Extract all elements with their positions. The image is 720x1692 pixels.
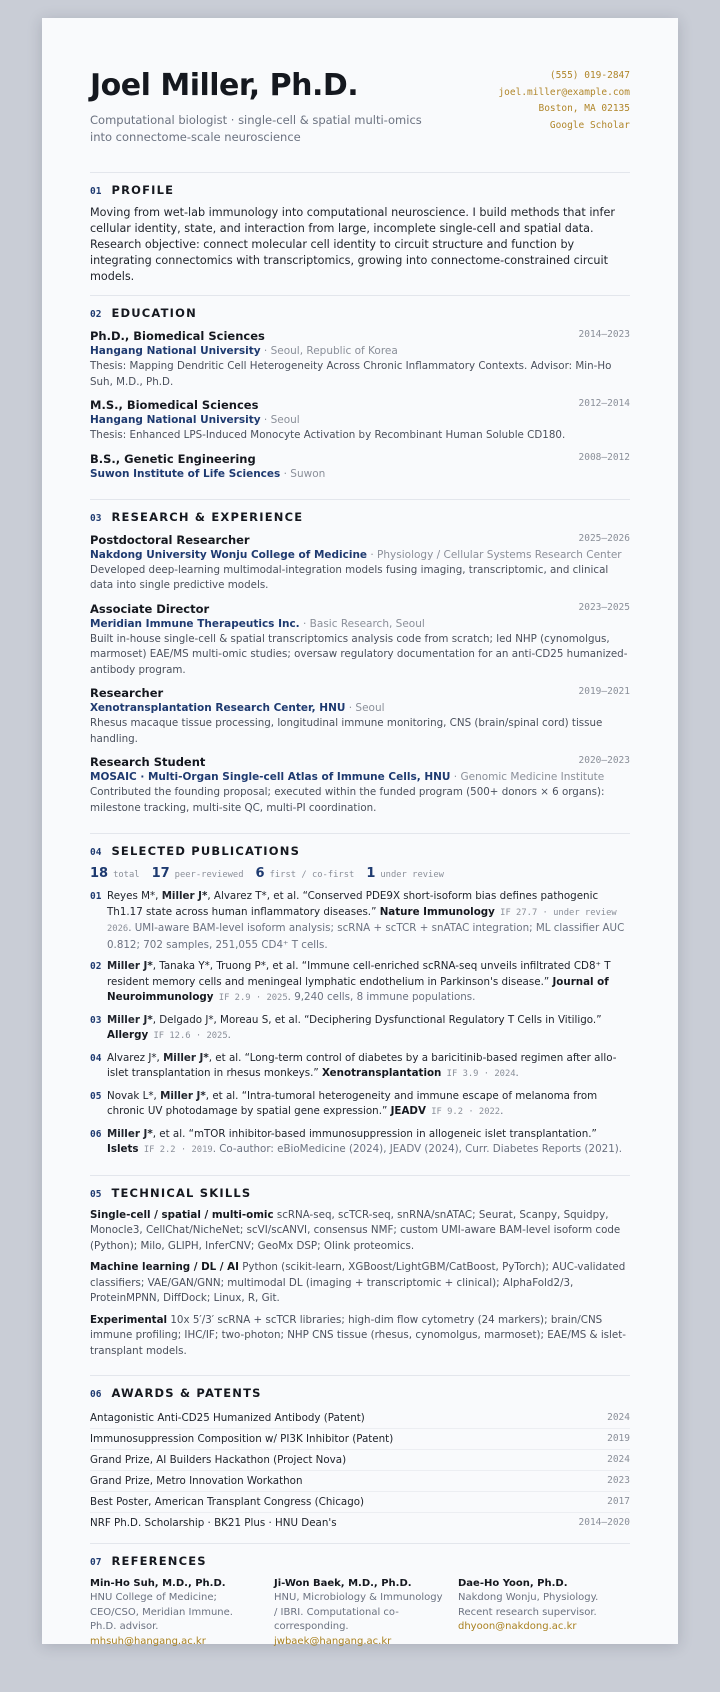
- entry-years: 2014–2023: [578, 329, 630, 340]
- tagline: Computational biologist · single-cell & spatial multi-omics into connectome-scale neuroscience: [90, 113, 422, 144]
- candidate-author: Miller J*: [107, 1013, 153, 1026]
- reference-email[interactable]: mhsuh@hangang.ac.kr: [90, 1635, 206, 1647]
- skill-label: Machine learning / DL / AI: [90, 1261, 239, 1273]
- education-entry: [90, 397, 630, 444]
- awards-list: [90, 1408, 630, 1533]
- entry-org: [90, 617, 630, 632]
- stat-number: 6: [255, 866, 265, 881]
- stat-first-author: [256, 866, 355, 881]
- journal-name: Xenotransplantation: [322, 1067, 442, 1079]
- organization: Xenotransplantation Research Center, HNU: [90, 702, 346, 714]
- impact-factor: IF 27.7 · under review 2026: [107, 907, 617, 934]
- contact-address: Boston, MA 02135: [538, 103, 630, 114]
- stat-total: [90, 866, 140, 881]
- award-name: Antagonistic Anti-CD25 Humanized Antibody (Patent): [90, 1412, 365, 1424]
- co-authors: Reyes M*,: [107, 890, 162, 902]
- references-section: [90, 1554, 630, 1649]
- section-title: TECHNICAL SKILLS: [111, 1185, 252, 1200]
- stat-label: under review: [380, 870, 444, 880]
- section-title: SELECTED PUBLICATIONS: [111, 844, 301, 858]
- stat-number: 18: [90, 866, 109, 881]
- stat-number: 17: [151, 866, 170, 881]
- reference-affiliation: HNU, Microbiology & Immunology / IBRI. Computational co-corresponding.: [274, 1592, 443, 1632]
- publication-number: 05: [90, 1090, 102, 1102]
- award-name: Grand Prize, Metro Innovation Workathon: [90, 1475, 303, 1487]
- publication-item: [90, 1051, 630, 1083]
- skill-text: Python (scikit-learn, XGBoost/LightGBM/CatBoost, PyTorch); AUC-validated classifiers; VAE/GAN/GNN; multimodal DL (imaging + transcriptomic + clinical); AlphaFold2/3, ProteinMPNN, DiffDock; Linux, R, Git.: [90, 1261, 626, 1304]
- reference-email[interactable]: dhyoon@nakdong.ac.kr: [458, 1621, 577, 1632]
- section-number: 01: [90, 186, 102, 197]
- role: Postdoctoral Researcher: [90, 532, 250, 547]
- award-row: [90, 1513, 630, 1533]
- reference-card: [90, 1576, 262, 1649]
- publication-note: .: [500, 1105, 504, 1117]
- publication-number: 06: [90, 1128, 102, 1140]
- publication-note: . UMI-aware BAM-level isoform analysis; scRNA + scTCR + snATAC integration; ML classifier AUC 0.812; 702 samples, 251,055 CD4⁺ T cells.: [107, 922, 625, 951]
- section-title: RESEARCH & EXPERIENCE: [111, 509, 304, 524]
- reference-name: Ji-Won Baek, M.D., Ph.D.: [274, 1578, 412, 1589]
- institution: Hangang National University: [90, 414, 261, 426]
- impact-factor: IF 2.2 · 2019: [138, 1145, 213, 1155]
- skill-text: 10x 5′/3′ scRNA + scTCR libraries; high-dim flow cytometry (24 markers); brain/CNS immune profiling; IHC/IF; two-photon; NHP CNS tissue (rhesus, cynomolgus, marmoset); EAE/MS & islet-transplant models.: [90, 1313, 626, 1357]
- reference-card: [274, 1576, 446, 1649]
- journal-name: Islets: [107, 1143, 139, 1155]
- section-header: [90, 1186, 630, 1200]
- entry-org: [90, 701, 630, 716]
- entry-years: 2020–2023: [578, 755, 630, 766]
- award-name: NRF Ph.D. Scholarship · BK21 Plus · HNU Dean's: [90, 1517, 337, 1529]
- stat-number: 1: [366, 866, 376, 881]
- publication-item: [90, 1013, 630, 1045]
- award-year: 2014–2020: [578, 1517, 630, 1528]
- section-header: [90, 844, 630, 858]
- contact-email[interactable]: joel.miller@example.com: [498, 86, 630, 98]
- entry-org: [90, 344, 630, 359]
- section-header: [90, 183, 630, 197]
- publication-item: [90, 889, 630, 953]
- contact-info: [498, 68, 630, 134]
- education-entry: [90, 451, 630, 482]
- references-list: [90, 1576, 630, 1649]
- skill-text: scRNA-seq, scTCR-seq, snRNA/snATAC; Seurat, Scanpy, Squidpy, Monocle3, CellChat/NicheNet; scVI/scANVI, consensus NMF; custom UMI-aware BAM-level isoform code (Python); Milo, GLIPH, InferCNV; GeoMx DSP; Olink proteomics.: [90, 1208, 621, 1252]
- award-name: Best Poster, American Transplant Congress (Chicago): [90, 1496, 365, 1508]
- section-number: 03: [90, 512, 102, 524]
- section-title: REFERENCES: [111, 1554, 207, 1568]
- section-header: [90, 1554, 630, 1568]
- stat-label: total: [113, 870, 140, 880]
- section-header: [90, 306, 630, 320]
- organization: Meridian Immune Therapeutics Inc.: [90, 617, 300, 630]
- publication-item: [90, 1127, 630, 1159]
- role: Associate Director: [90, 601, 210, 616]
- section-title: AWARDS & PATENTS: [111, 1386, 262, 1400]
- publication-title: , Tanaka Y*, Truong P*, et al. “Immune cell-enriched scRNA-seq unveils infiltrated CD8⁺ T resident memory cells and meningeal lymphatic endothelium in Parkinson's disease.”: [107, 960, 611, 988]
- award-year: 2023: [607, 1475, 630, 1486]
- skill-label: Single-cell / spatial / multi-omic: [90, 1208, 274, 1221]
- entry-org: [90, 413, 630, 428]
- entry-org: [90, 467, 630, 482]
- role: Researcher: [90, 686, 164, 700]
- skill-group: [90, 1313, 630, 1360]
- location: · Suwon: [280, 467, 326, 480]
- award-year: 2019: [607, 1433, 630, 1444]
- impact-factor: IF 3.9 · 2024: [441, 1069, 516, 1079]
- reference-card: [458, 1576, 630, 1649]
- awards-section: [90, 1386, 630, 1544]
- award-year: 2017: [607, 1496, 630, 1507]
- reference-name: Dae-Ho Yoon, Ph.D.: [458, 1578, 568, 1589]
- publication-title: , Delgado J*, Moreau S, et al. “Deciphering Dysfunctional Regulatory T Cells in Vitiligo.”: [152, 1013, 602, 1026]
- organization: MOSAIC · Multi-Organ Single-cell Atlas of Immune Cells, HNU: [90, 771, 451, 783]
- reference-email[interactable]: jwbaek@hangang.ac.kr: [274, 1635, 392, 1647]
- journal-name: Allergy: [107, 1029, 149, 1041]
- contact-scholar-link[interactable]: Google Scholar: [549, 119, 630, 131]
- candidate-author: Miller J*: [160, 1089, 206, 1102]
- candidate-author: Miller J*: [107, 1127, 153, 1140]
- publications-section: [90, 844, 630, 1176]
- resume-page: [42, 18, 678, 1647]
- experience-entry: [90, 754, 630, 816]
- publication-number: 02: [90, 961, 102, 972]
- entry-description: Built in-house single-cell & spatial transcriptomics analysis code from scratch; led NHP (cynomolgus, marmoset) EAE/MS multi-omic studies; oversaw regulatory documentation for an anti-CD25 humanized-antibody program.: [90, 632, 628, 676]
- skill-label: Experimental: [90, 1313, 168, 1326]
- department: · Basic Research, Seoul: [299, 617, 425, 630]
- journal-name: Journal of Neuroimmunology: [107, 975, 609, 1003]
- publication-citation: [107, 1127, 630, 1159]
- award-row: [90, 1429, 630, 1450]
- education-section: [90, 306, 630, 500]
- publication-item: [90, 1089, 630, 1121]
- award-name: Immunosuppression Composition w/ PI3K Inhibitor (Patent): [90, 1433, 394, 1445]
- department: · Genomic Medicine Institute: [450, 771, 605, 783]
- degree: M.S., Biomedical Sciences: [90, 398, 259, 412]
- education-entry: [90, 328, 630, 390]
- publication-note: .: [227, 1029, 231, 1041]
- degree: Ph.D., Biomedical Sciences: [90, 329, 265, 343]
- role: Research Student: [90, 755, 206, 769]
- department: · Seoul: [345, 702, 385, 714]
- impact-factor: IF 9.2 · 2022: [425, 1107, 501, 1117]
- publication-citation: [107, 1051, 630, 1083]
- entry-years: 2012–2014: [578, 398, 630, 409]
- section-header: [90, 510, 630, 524]
- publication-citation: [107, 1013, 630, 1045]
- organization: Nakdong University Wonju College of Medicine: [90, 548, 368, 561]
- entry-description: Thesis: Mapping Dendritic Cell Heterogeneity Across Chronic Inflammatory Contexts. Advisor: Min-Ho Suh, M.D., Ph.D.: [90, 360, 612, 388]
- section-number: 02: [90, 309, 102, 320]
- section-number: 04: [90, 847, 102, 858]
- experience-section: [90, 510, 630, 835]
- impact-factor: IF 12.6 · 2025: [148, 1031, 228, 1041]
- publication-note: . Co-author: eBioMedicine (2024), JEADV (2024), Curr. Diabetes Reports (2021).: [212, 1143, 623, 1155]
- entry-years: 2025–2026: [578, 532, 630, 544]
- journal-name: Nature Immunology: [379, 905, 495, 918]
- resume-header: [90, 68, 630, 173]
- entry-description: Developed deep-learning multimodal-integration models fusing imaging, transcriptomic, and clinical data into single predictive models.: [90, 563, 609, 591]
- reference-affiliation: HNU College of Medicine; CEO/CSO, Meridian Immune. Ph.D. advisor.: [90, 1592, 233, 1632]
- section-title: PROFILE: [111, 183, 175, 197]
- entry-org: [90, 548, 630, 563]
- publication-citation: [107, 959, 630, 1007]
- co-authors: Novak L*,: [107, 1089, 161, 1102]
- experience-entry: [90, 685, 630, 747]
- co-authors: Alvarez J*,: [107, 1051, 164, 1064]
- entry-description: Rhesus macaque tissue processing, longitudinal immune monitoring, CNS (brain/spinal cord) tissue handling.: [90, 717, 603, 745]
- publication-stats: [90, 866, 630, 881]
- reference-name: Min-Ho Suh, M.D., Ph.D.: [90, 1578, 226, 1589]
- award-row: [90, 1492, 630, 1513]
- skill-group: [90, 1208, 630, 1255]
- skills-section: [90, 1186, 630, 1377]
- candidate-name: Joel Miller, Ph.D.: [90, 68, 359, 103]
- entry-org: [90, 770, 630, 785]
- entry-years: 2008–2012: [578, 451, 630, 463]
- entry-description: Contributed the founding proposal; executed within the funded program (500+ donors × 6 organs): milestone tracking, multi-site QC, multi-PI coordination.: [90, 786, 605, 814]
- location: · Seoul, Republic of Korea: [260, 345, 398, 357]
- award-name: Grand Prize, AI Builders Hackathon (Project Nova): [90, 1454, 347, 1466]
- experience-entry: [90, 601, 630, 679]
- publication-number: 04: [90, 1052, 102, 1064]
- skill-group: [90, 1260, 630, 1307]
- publication-note: .: [515, 1067, 519, 1079]
- candidate-author: Miller J*: [163, 1051, 209, 1064]
- contact-phone: (555) 019-2847: [549, 70, 630, 81]
- section-title: EDUCATION: [111, 306, 197, 320]
- department: · Physiology / Cellular Systems Research Center: [367, 548, 622, 561]
- stat-peer-reviewed: [152, 866, 244, 881]
- candidate-author: Miller J*: [107, 960, 153, 972]
- award-year: 2024: [607, 1454, 630, 1465]
- resume-content: [90, 68, 630, 1649]
- profile-text: Moving from wet-lab immunology into computational neuroscience. I build methods that infer cellular identity, state, and interaction from large, incomplete single-cell and spatial data. Research objective: connect molecular cell identity to circuit structure and function by integrating connectomics with transcriptomics, growing into connectome-constrained circuit models.: [90, 206, 615, 283]
- degree: B.S., Genetic Engineering: [90, 451, 256, 466]
- award-year: 2024: [607, 1412, 630, 1423]
- publication-title: , et al. “Intra-tumoral heterogeneity and immune escape of melanoma from chronic UV photodamage by spatial gene expression.”: [107, 1089, 598, 1117]
- publication-citation: [107, 1089, 630, 1121]
- section-number: 06: [90, 1389, 102, 1400]
- journal-name: JEADV: [390, 1105, 426, 1117]
- institution: Suwon Institute of Life Sciences: [90, 467, 281, 480]
- institution: Hangang National University: [90, 345, 261, 357]
- entry-years: 2019–2021: [578, 686, 630, 697]
- impact-factor: IF 2.9 · 2025: [213, 993, 288, 1003]
- section-number: 05: [90, 1188, 102, 1200]
- section-number: 07: [90, 1557, 102, 1568]
- stat-label: peer-reviewed: [174, 870, 244, 880]
- profile-section: [90, 183, 630, 296]
- stat-under-review: [366, 866, 444, 881]
- publication-item: [90, 959, 630, 1007]
- candidate-author: Miller J*: [161, 890, 208, 902]
- award-row: [90, 1408, 630, 1429]
- award-row: [90, 1450, 630, 1471]
- stat-label: first / co-first: [269, 870, 355, 880]
- entry-years: 2023–2025: [578, 601, 630, 613]
- entry-description: Thesis: Enhanced LPS-Induced Monocyte Activation by Recombinant Human Soluble CD180.: [90, 429, 566, 441]
- publication-title: , Alvarez T*, et al. “Conserved PDE9X short-isoform bias defines pathogenic Th1.17 state across human inflammatory diseases.”: [107, 890, 599, 918]
- award-row: [90, 1471, 630, 1492]
- publication-note: . 9,240 cells, 8 immune populations.: [287, 991, 476, 1003]
- publication-number: 03: [90, 1014, 102, 1026]
- publication-number: 01: [90, 891, 102, 902]
- reference-affiliation: Nakdong Wonju, Physiology. Recent research supervisor.: [458, 1592, 599, 1618]
- section-header: [90, 1386, 630, 1400]
- location: · Seoul: [260, 414, 300, 426]
- publication-title: , et al. “Long-term control of diabetes by a baricitinib-based regimen after allo-islet transplantation in rhesus monkeys.”: [107, 1051, 617, 1079]
- experience-entry: [90, 532, 630, 594]
- publication-title: , et al. “mTOR inhibitor-based immunosuppression in allogeneic islet transplantation.”: [152, 1127, 597, 1140]
- publication-citation: [107, 889, 630, 953]
